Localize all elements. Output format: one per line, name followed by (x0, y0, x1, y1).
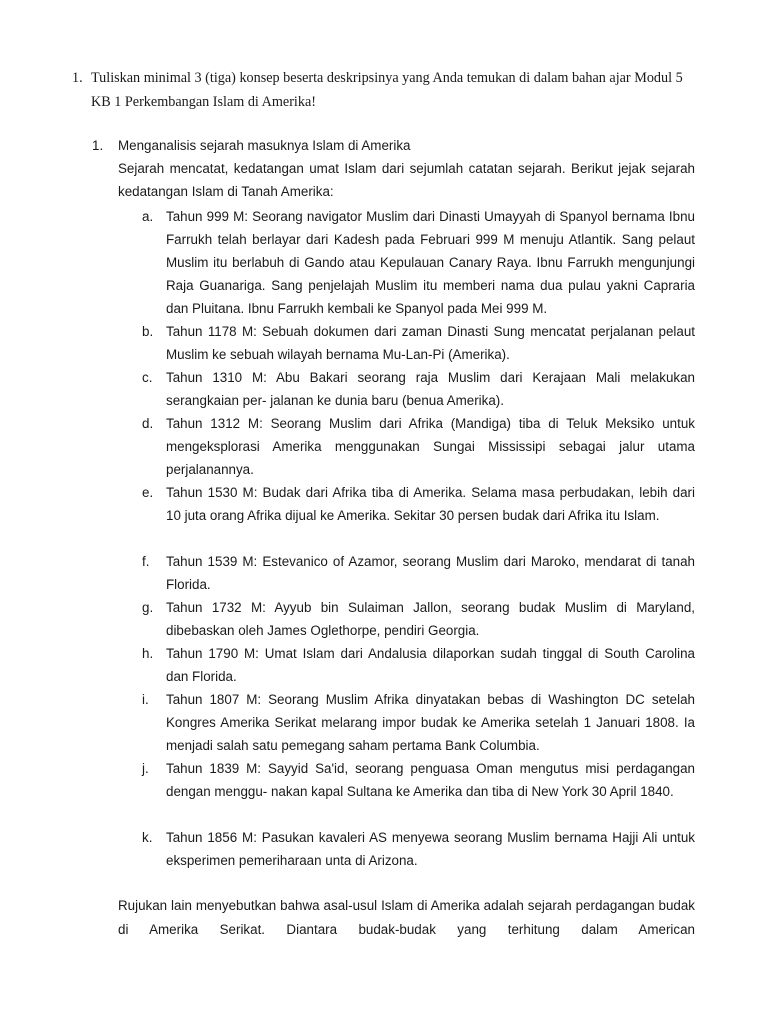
list-item-text: Tahun 1856 M: Pasukan kavaleri AS menyewa seorang Muslim bernama Hajji Ali untuk eksperimen pemeriharaan unta di Arizona. (166, 830, 695, 868)
list-item-text: Tahun 1790 M: Umat Islam dari Andalusia dilaporkan sudah tinggal di South Carolina dan Florida. (166, 646, 695, 684)
list-item-text: Tahun 1539 M: Estevanico of Azamor, seorang Muslim dari Maroko, mendarat di tanah Florida. (166, 554, 695, 592)
list-item-text: Tahun 1178 M: Sebuah dokumen dari zaman Dinasti Sung mencatat perjalanan pelaut Muslim ke sebuah wilayah bernama Mu-Lan-Pi (Amerika). (166, 324, 695, 362)
list-item-text: Tahun 999 M: Seorang navigator Muslim dari Dinasti Umayyah di Spanyol bernama Ibnu Farrukh telah berlayar dari Kadesh pada Februari 999 M menuju Atlantik. Sang pelaut Muslim itu berlabuh di Gando atau Kepulauan Canary Raya. Ibnu Farrukh mengunjungi Raja Guanariga. Sang penjelajah Muslim itu memberi nama dua pulau yakni Capraria dan Pluitana. Ibnu Farrukh kembali ke Spanyol pada Mei 999 M. (166, 209, 695, 316)
list-item-text: Tahun 1312 M: Seorang Muslim dari Afrika (Mandiga) tiba di Teluk Meksiko untuk mengeksplorasi Amerika menggunakan Sungai Mississipi sebagai jalur utama perjalanannya. (166, 416, 695, 477)
list-item-letter: g. (142, 600, 154, 615)
list-item-letter: e. (142, 485, 154, 500)
question-number: 1. (72, 70, 83, 86)
list-item-text: Tahun 1839 M: Sayyid Sa'id, seorang penguasa Oman mengutus misi perdagangan dengan menggu- nakan kapal Sultana ke Amerika dan tiba di New York 30 April 1840. (166, 761, 695, 799)
list-item-letter: c. (142, 370, 153, 385)
list-item-letter: h. (142, 646, 154, 661)
list-item-letter: j. (142, 761, 149, 776)
list-item-letter: f. (142, 554, 150, 569)
list-item-letter: d. (142, 416, 154, 431)
list-item-letter: a. (142, 209, 154, 224)
list-item-text: Tahun 1732 M: Ayyub bin Sulaiman Jallon, seorang budak Muslim di Maryland, dibebaskan oleh James Oglethorpe, pendiri Georgia. (166, 600, 695, 638)
section-title: Menganalisis sejarah masuknya Islam di Amerika (118, 138, 411, 153)
list-item-letter: i. (142, 692, 149, 707)
section-intro: Sejarah mencatat, kedatangan umat Islam dari sejumlah catatan sejarah. Berikut jejak sejarah kedatangan Islam di Tanah Amerika: (118, 161, 695, 199)
list-item-text: Tahun 1530 M: Budak dari Afrika tiba di Amerika. Selama masa perbudakan, lebih dari 10 juta orang Afrika dijual ke Amerika. Sekitar 30 persen budak dari Afrika itu Islam. (166, 485, 695, 523)
list-item-letter: b. (142, 324, 154, 339)
question-text: Tuliskan minimal 3 (tiga) konsep beserta deskripsinya yang Anda temukan di dalam bahan ajar Modul 5 KB 1 Perkembangan Islam di Amerika! (91, 70, 683, 110)
closing-paragraph: Rujukan lain menyebutkan bahwa asal-usul Islam di Amerika adalah sejarah perdagangan budak di Amerika Serikat. Diantara budak-budak yang terhitung dalam American (118, 898, 695, 937)
section-number: 1. (92, 138, 104, 153)
list-item-letter: k. (142, 830, 153, 845)
list-item-text: Tahun 1310 M: Abu Bakari seorang raja Muslim dari Kerajaan Mali melakukan serangkaian per- jalanan ke dunia baru (benua Amerika). (166, 370, 695, 408)
list-item-text: Tahun 1807 M: Seorang Muslim Afrika dinyatakan bebas di Washington DC setelah Kongres Amerika Serikat melarang impor budak ke Amerika setelah 1 Januari 1808. Ia menjadi salah satu pemegang saham pertama Bank Columbia. (166, 692, 695, 753)
